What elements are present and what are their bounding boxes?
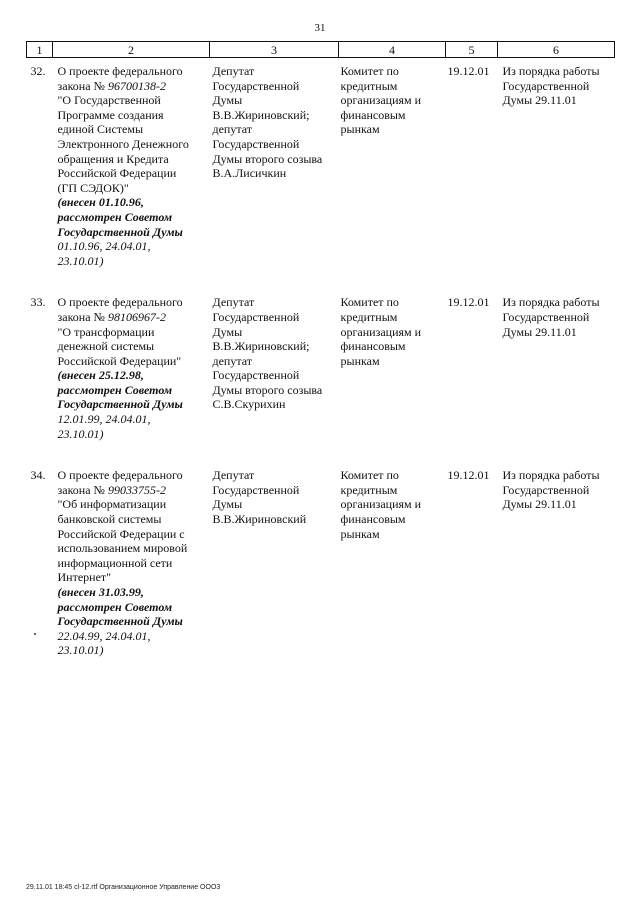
bill-line (58, 383, 208, 398)
column-header-6: 6 (498, 42, 615, 58)
bill-line (58, 368, 208, 383)
stray-mark (34, 633, 36, 635)
bill-line-text: закона № (57, 482, 108, 497)
row-number: 32. (30, 64, 46, 78)
decision-basis (498, 462, 615, 679)
bill-line-text: Российской Федерации (57, 166, 177, 181)
bill-line (58, 195, 208, 210)
bill-line (58, 181, 208, 196)
bill-line-text: закона № (57, 78, 108, 93)
bill-line (58, 210, 208, 225)
bills-table (26, 41, 615, 679)
bill-line-text: "О Государственной (57, 93, 161, 108)
bill-line (58, 254, 208, 269)
bill-line-text: рассмотрен Советом (57, 382, 173, 397)
bill-line (58, 570, 208, 585)
bill-line (58, 614, 208, 629)
decision-line: Государственной (502, 78, 590, 93)
bill-line (58, 225, 208, 240)
bill-line (58, 239, 208, 254)
author-line: С.В.Скурихин (212, 397, 286, 412)
bill-line (58, 427, 208, 442)
bill-line-text: банковской системы (57, 512, 162, 527)
bill-line (58, 166, 208, 181)
bill-line-text: закона № (57, 309, 108, 324)
bill-line-text: (внесен 01.10.96, (57, 195, 144, 210)
decision-line: Из порядка работы (502, 64, 600, 78)
bill-line (58, 122, 208, 137)
bill-line-text: Российской Федерации с (57, 526, 185, 541)
decision-line: Думы 29.11.01 (502, 324, 577, 339)
bill-line-text: (ГП СЭДОК)" (57, 180, 129, 195)
bill-line (58, 512, 208, 527)
bill-line (58, 527, 208, 542)
bill-line-text: Государственной Думы (57, 614, 183, 629)
bill-line-text: О проекте федерального (57, 468, 183, 483)
bill-line-text: рассмотрен Советом (57, 599, 173, 614)
bill-line-text: Интернет" (57, 570, 112, 585)
committee-line: организациям и (340, 324, 422, 339)
committee-line: финансовым (340, 512, 406, 527)
bill-line (58, 541, 208, 556)
bill-description (53, 58, 210, 290)
responsible-committee (339, 462, 446, 679)
bill-line (58, 339, 208, 354)
bill-line-text: 01.10.96, 24.04.01, (57, 239, 151, 254)
bill-line-text: "О трансформации (57, 324, 155, 339)
author-line: Думы (212, 324, 243, 339)
bill-line-text: Российской Федерации" (57, 353, 182, 368)
row-number: 34. (30, 468, 46, 483)
bill-line (58, 629, 208, 644)
bill-line-text: Программе создания (57, 107, 164, 122)
bill-line-text: информационной сети (57, 555, 173, 570)
table-row (27, 58, 615, 290)
bill-authors (210, 462, 339, 679)
bill-number: 96700138-2 (107, 78, 166, 93)
bill-description (53, 462, 210, 679)
bill-authors (210, 289, 339, 462)
bill-line-text: единой Системы (57, 122, 144, 137)
bill-line-text: 22.04.99, 24.04.01, (57, 628, 151, 643)
responsible-committee (339, 58, 446, 290)
consideration-date: 19.12.01 (447, 295, 490, 310)
bill-line (58, 643, 208, 658)
bill-line-text: (внесен 31.03.99, (57, 585, 144, 599)
author-line: Государственной (212, 368, 300, 383)
bill-line (58, 600, 208, 615)
author-line: Государственной (212, 482, 300, 497)
bill-line-text: рассмотрен Советом (57, 209, 173, 224)
bill-line (58, 64, 208, 79)
responsible-committee (339, 289, 446, 462)
bill-line (58, 397, 208, 412)
author-line: В.А.Лисичкин (212, 166, 287, 181)
table-row (27, 289, 615, 462)
author-line: В.В.Жириновский; (212, 107, 310, 122)
bill-line (58, 137, 208, 152)
bill-line (58, 354, 208, 369)
author-line: Депутат (212, 64, 255, 78)
author-line: В.В.Жириновский; (212, 339, 310, 354)
author-line: депутат (212, 353, 253, 368)
column-number-header (27, 42, 615, 58)
row-number: 33. (30, 295, 46, 310)
bill-line-text: О проекте федерального (57, 64, 183, 78)
bill-line-text: 12.01.99, 24.04.01, (57, 412, 151, 427)
committee-line: кредитным (340, 78, 398, 93)
bill-line-text: "Об информатизации (57, 497, 167, 512)
decision-line: Из порядка работы (502, 295, 600, 310)
committee-line: кредитным (340, 482, 398, 497)
bill-line-text: денежной системы (57, 339, 155, 354)
bill-line (58, 585, 208, 600)
bill-description (53, 289, 210, 462)
bill-line (58, 412, 208, 427)
bill-line-text: (внесен 25.12.98, (57, 368, 144, 383)
author-line: Думы второго созыва (212, 151, 323, 166)
column-header-5: 5 (446, 42, 498, 58)
committee-line: рынкам (340, 122, 380, 137)
author-line: депутат (212, 122, 253, 137)
bill-line (58, 497, 208, 512)
bill-number: 99033755-2 (107, 482, 166, 497)
committee-line: организациям и (340, 497, 422, 512)
bill-number: 98106967-2 (107, 309, 166, 324)
bill-line-text: 23.10.01) (57, 426, 104, 441)
bill-line (58, 295, 208, 310)
column-header-3: 3 (210, 42, 339, 58)
committee-line: Комитет по (340, 295, 399, 310)
consideration-date: 19.12.01 (447, 468, 490, 483)
decision-basis (498, 289, 615, 462)
committee-line: кредитным (340, 309, 398, 324)
column-header-4: 4 (339, 42, 446, 58)
bill-line (58, 310, 208, 325)
footer-info: 29.11.01 18:45 cl-12.rtf Организационное Управление ООО3 (26, 884, 221, 891)
author-line: Государственной (212, 309, 300, 324)
bill-line (58, 468, 208, 483)
decision-line: Государственной (502, 309, 590, 324)
author-line: Думы второго созыва (212, 382, 323, 397)
author-line: Государственной (212, 78, 300, 93)
bill-line-text: Государственной Думы (57, 397, 183, 412)
bill-line-text: обращения и Кредита (57, 151, 169, 166)
bill-line (58, 325, 208, 340)
author-line: В.В.Жириновский (212, 512, 307, 527)
bill-line-text: О проекте федерального (57, 295, 183, 310)
committee-line: Комитет по (340, 468, 399, 483)
bill-authors (210, 58, 339, 290)
bill-line-text: использованием мировой (57, 541, 188, 556)
bill-line-text: Электронного Денежного (57, 136, 189, 151)
column-header-1: 1 (27, 42, 53, 58)
decision-line: Государственной (502, 482, 590, 497)
bill-line (58, 108, 208, 123)
bill-line (58, 152, 208, 167)
decision-basis (498, 58, 615, 290)
committee-line: финансовым (340, 339, 406, 354)
author-line: Депутат (212, 468, 255, 483)
decision-line: Из порядка работы (502, 468, 600, 483)
committee-line: финансовым (340, 107, 406, 122)
bill-line (58, 79, 208, 94)
author-line: Государственной (212, 136, 300, 151)
author-line: Депутат (212, 295, 255, 310)
bill-line-text: 23.10.01) (57, 643, 104, 658)
bill-line-text: Государственной Думы (57, 224, 183, 239)
table-row (27, 462, 615, 679)
bill-line (58, 483, 208, 498)
column-header-2: 2 (53, 42, 210, 58)
committee-line: рынкам (340, 526, 380, 541)
bill-line-text: 23.10.01) (57, 253, 104, 268)
decision-line: Думы 29.11.01 (502, 497, 577, 512)
bill-line (58, 93, 208, 108)
committee-line: рынкам (340, 353, 380, 368)
consideration-date: 19.12.01 (447, 64, 490, 78)
decision-line: Думы 29.11.01 (502, 93, 577, 108)
bill-line (58, 556, 208, 571)
page-number: 31 (314, 22, 326, 34)
committee-line: организациям и (340, 93, 422, 108)
author-line: Думы (212, 497, 243, 512)
committee-line: Комитет по (340, 64, 399, 78)
author-line: Думы (212, 93, 243, 108)
